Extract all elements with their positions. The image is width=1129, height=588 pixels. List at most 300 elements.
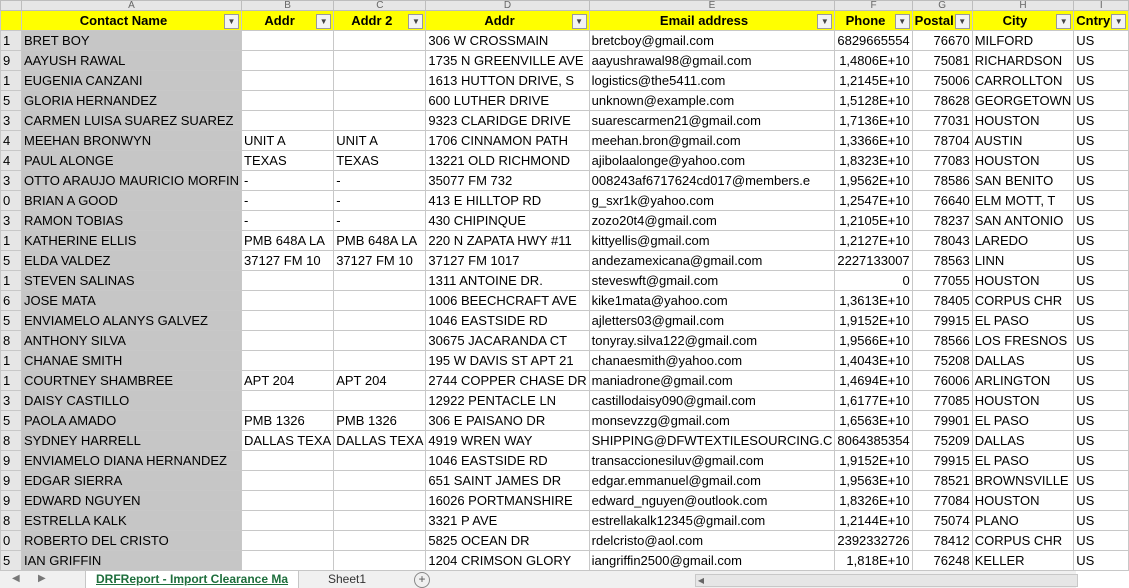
column-letter[interactable]: D	[426, 1, 589, 11]
cell-name[interactable]: BRET BOY	[22, 31, 242, 51]
filter-dropdown-icon[interactable]: ▼	[408, 14, 423, 29]
cell-cntry[interactable]: US	[1074, 231, 1129, 251]
cell-phone[interactable]: 1,2127E+10	[835, 231, 912, 251]
filter-dropdown-icon[interactable]: ▼	[572, 14, 587, 29]
cell-postal[interactable]: 76006	[912, 371, 972, 391]
cell-name[interactable]: EUGENIA CANZANI	[22, 71, 242, 91]
cell-phone[interactable]: 1,8326E+10	[835, 491, 912, 511]
cell-phone[interactable]: 6829665554	[835, 31, 912, 51]
cell-name[interactable]: COURTNEY SHAMBREE	[22, 371, 242, 391]
cell-addr[interactable]: 413 E HILLTOP RD	[426, 191, 589, 211]
column-header[interactable]	[972, 11, 1074, 31]
cell-a2[interactable]	[334, 531, 426, 551]
cell-phone[interactable]: 1,4694E+10	[835, 371, 912, 391]
column-letter[interactable]: E	[589, 1, 835, 11]
cell-addr[interactable]: 30675 JACARANDA CT	[426, 331, 589, 351]
cell-a2[interactable]	[334, 311, 426, 331]
cell-addr[interactable]: 16026 PORTMANSHIRE	[426, 491, 589, 511]
cell-a2[interactable]	[334, 71, 426, 91]
cell-a1[interactable]	[242, 451, 334, 471]
cell-cntry[interactable]: US	[1074, 311, 1129, 331]
row-number[interactable]: 9	[1, 51, 22, 71]
row-number[interactable]: 0	[1, 191, 22, 211]
cell-phone[interactable]: 1,2144E+10	[835, 511, 912, 531]
cell-email[interactable]: aayushrawal98@gmail.com	[589, 51, 835, 71]
cell-a2[interactable]	[334, 31, 426, 51]
cell-a1[interactable]	[242, 291, 334, 311]
cell-a1[interactable]: APT 204	[242, 371, 334, 391]
cell-postal[interactable]: 79915	[912, 451, 972, 471]
cell-city[interactable]: AUSTIN	[972, 131, 1074, 151]
cell-email[interactable]: edgar.emmanuel@gmail.com	[589, 471, 835, 491]
cell-cntry[interactable]: US	[1074, 151, 1129, 171]
cell-addr[interactable]: 600 LUTHER DRIVE	[426, 91, 589, 111]
cell-a2[interactable]	[334, 271, 426, 291]
column-letter[interactable]: C	[334, 1, 426, 11]
cell-cntry[interactable]: US	[1074, 531, 1129, 551]
cell-addr[interactable]: 1046 EASTSIDE RD	[426, 311, 589, 331]
cell-name[interactable]: ESTRELLA KALK	[22, 511, 242, 531]
cell-name[interactable]: IAN GRIFFIN	[22, 551, 242, 571]
row-number[interactable]: 1	[1, 31, 22, 51]
cell-a1[interactable]	[242, 471, 334, 491]
filter-dropdown-icon[interactable]: ▼	[817, 14, 832, 29]
row-number[interactable]: 1	[1, 351, 22, 371]
cell-addr[interactable]: 651 SAINT JAMES DR	[426, 471, 589, 491]
cell-city[interactable]: EL PASO	[972, 451, 1074, 471]
column-letter[interactable]: I	[1074, 1, 1129, 11]
cell-a1[interactable]: DALLAS TEXA	[242, 431, 334, 451]
cell-postal[interactable]: 77084	[912, 491, 972, 511]
cell-a1[interactable]	[242, 271, 334, 291]
filter-dropdown-icon[interactable]: ▼	[1056, 14, 1071, 29]
cell-cntry[interactable]: US	[1074, 251, 1129, 271]
cell-phone[interactable]: 1,9152E+10	[835, 451, 912, 471]
cell-a2[interactable]: TEXAS	[334, 151, 426, 171]
row-number[interactable]: 5	[1, 91, 22, 111]
cell-phone[interactable]: 1,9562E+10	[835, 171, 912, 191]
cell-a1[interactable]	[242, 531, 334, 551]
cell-a1[interactable]	[242, 491, 334, 511]
cell-a1[interactable]: -	[242, 211, 334, 231]
cell-phone[interactable]: 1,6563E+10	[835, 411, 912, 431]
cell-email[interactable]: rdelcristo@aol.com	[589, 531, 835, 551]
row-number[interactable]: 8	[1, 331, 22, 351]
cell-city[interactable]: GEORGETOWN	[972, 91, 1074, 111]
cell-cntry[interactable]: US	[1074, 331, 1129, 351]
cell-postal[interactable]: 78628	[912, 91, 972, 111]
cell-phone[interactable]: 1,3613E+10	[835, 291, 912, 311]
cell-email[interactable]: tonyray.silva122@gmail.com	[589, 331, 835, 351]
cell-cntry[interactable]: US	[1074, 411, 1129, 431]
row-number[interactable]: 1	[1, 271, 22, 291]
cell-cntry[interactable]: US	[1074, 111, 1129, 131]
row-number[interactable]: 8	[1, 431, 22, 451]
filter-dropdown-icon[interactable]: ▼	[1111, 14, 1126, 29]
cell-a1[interactable]: -	[242, 171, 334, 191]
cell-a1[interactable]: TEXAS	[242, 151, 334, 171]
cell-phone[interactable]: 1,2547E+10	[835, 191, 912, 211]
cell-addr[interactable]: 1706 CINNAMON PATH	[426, 131, 589, 151]
cell-a1[interactable]	[242, 391, 334, 411]
cell-phone[interactable]: 2227133007	[835, 251, 912, 271]
cell-cntry[interactable]: US	[1074, 51, 1129, 71]
cell-name[interactable]: EDGAR SIERRA	[22, 471, 242, 491]
cell-postal[interactable]: 75081	[912, 51, 972, 71]
cell-a2[interactable]: UNIT A	[334, 131, 426, 151]
cell-a2[interactable]: DALLAS TEXA	[334, 431, 426, 451]
cell-name[interactable]: BRIAN A GOOD	[22, 191, 242, 211]
cell-postal[interactable]: 76670	[912, 31, 972, 51]
cell-city[interactable]: LAREDO	[972, 231, 1074, 251]
cell-addr[interactable]: 220 N ZAPATA HWY #11	[426, 231, 589, 251]
cell-a1[interactable]: 37127 FM 10	[242, 251, 334, 271]
cell-email[interactable]: andezamexicana@gmail.com	[589, 251, 835, 271]
cell-phone[interactable]: 1,8323E+10	[835, 151, 912, 171]
column-letter[interactable]: G	[912, 1, 972, 11]
cell-email[interactable]: meehan.bron@gmail.com	[589, 131, 835, 151]
cell-addr[interactable]: 2744 COPPER CHASE DR	[426, 371, 589, 391]
cell-a1[interactable]: PMB 648A LA	[242, 231, 334, 251]
cell-phone[interactable]: 1,3366E+10	[835, 131, 912, 151]
row-number[interactable]: 9	[1, 491, 22, 511]
cell-addr[interactable]: 5825 OCEAN DR	[426, 531, 589, 551]
filter-dropdown-icon[interactable]: ▼	[316, 14, 331, 29]
cell-name[interactable]: OTTO ARAUJO MAURICIO MORFIN	[22, 171, 242, 191]
cell-city[interactable]: CORPUS CHR	[972, 291, 1074, 311]
cell-a1[interactable]: UNIT A	[242, 131, 334, 151]
cell-postal[interactable]: 76640	[912, 191, 972, 211]
cell-cntry[interactable]: US	[1074, 171, 1129, 191]
cell-email[interactable]: bretcboy@gmail.com	[589, 31, 835, 51]
cell-a1[interactable]	[242, 511, 334, 531]
tab-scroll-left-icon[interactable]: ◀	[12, 573, 20, 584]
cell-a2[interactable]	[334, 291, 426, 311]
cell-phone[interactable]: 1,2145E+10	[835, 71, 912, 91]
cell-email[interactable]: iangriffin2500@gmail.com	[589, 551, 835, 571]
cell-postal[interactable]: 78043	[912, 231, 972, 251]
filter-dropdown-icon[interactable]: ▼	[895, 14, 910, 29]
cell-cntry[interactable]: US	[1074, 371, 1129, 391]
cell-addr[interactable]: 306 W CROSSMAIN	[426, 31, 589, 51]
row-number[interactable]: 0	[1, 531, 22, 551]
cell-cntry[interactable]: US	[1074, 451, 1129, 471]
cell-cntry[interactable]: US	[1074, 291, 1129, 311]
cell-a1[interactable]: -	[242, 191, 334, 211]
cell-email[interactable]: kittyellis@gmail.com	[589, 231, 835, 251]
cell-cntry[interactable]: US	[1074, 191, 1129, 211]
column-letter[interactable]: B	[242, 1, 334, 11]
row-number[interactable]: 9	[1, 451, 22, 471]
cell-city[interactable]: LINN	[972, 251, 1074, 271]
cell-cntry[interactable]: US	[1074, 71, 1129, 91]
cell-phone[interactable]: 1,7136E+10	[835, 111, 912, 131]
add-sheet-icon[interactable]: +	[414, 572, 430, 588]
cell-a2[interactable]: -	[334, 191, 426, 211]
row-number[interactable]: 4	[1, 151, 22, 171]
cell-postal[interactable]: 78412	[912, 531, 972, 551]
cell-addr[interactable]: 3321 P AVE	[426, 511, 589, 531]
cell-postal[interactable]: 78704	[912, 131, 972, 151]
row-number[interactable]: 8	[1, 511, 22, 531]
cell-postal[interactable]: 75074	[912, 511, 972, 531]
cell-city[interactable]: BROWNSVILLE	[972, 471, 1074, 491]
row-number[interactable]: 3	[1, 391, 22, 411]
cell-addr[interactable]: 1311 ANTOINE DR.	[426, 271, 589, 291]
cell-postal[interactable]: 75208	[912, 351, 972, 371]
column-letter[interactable]: H	[972, 1, 1074, 11]
cell-email[interactable]: ajletters03@gmail.com	[589, 311, 835, 331]
cell-a2[interactable]: PMB 1326	[334, 411, 426, 431]
cell-addr[interactable]: 1204 CRIMSON GLORY	[426, 551, 589, 571]
cell-addr[interactable]: 12922 PENTACLE LN	[426, 391, 589, 411]
cell-city[interactable]: CARROLLTON	[972, 71, 1074, 91]
cell-city[interactable]: SAN BENITO	[972, 171, 1074, 191]
cell-a1[interactable]	[242, 91, 334, 111]
cell-city[interactable]: EL PASO	[972, 311, 1074, 331]
cell-email[interactable]: edward_nguyen@outlook.com	[589, 491, 835, 511]
cell-a2[interactable]	[334, 351, 426, 371]
row-number[interactable]: 1	[1, 71, 22, 91]
cell-a2[interactable]: PMB 648A LA	[334, 231, 426, 251]
cell-a1[interactable]	[242, 31, 334, 51]
cell-email[interactable]: transaccionesiluv@gmail.com	[589, 451, 835, 471]
row-number[interactable]: 3	[1, 111, 22, 131]
cell-addr[interactable]: 1046 EASTSIDE RD	[426, 451, 589, 471]
cell-email[interactable]: suarescarmen21@gmail.com	[589, 111, 835, 131]
cell-name[interactable]: GLORIA HERNANDEZ	[22, 91, 242, 111]
cell-postal[interactable]: 78405	[912, 291, 972, 311]
cell-name[interactable]: ANTHONY SILVA	[22, 331, 242, 351]
column-header[interactable]	[1074, 11, 1129, 31]
cell-name[interactable]: MEEHAN BRONWYN	[22, 131, 242, 151]
cell-cntry[interactable]: US	[1074, 491, 1129, 511]
cell-name[interactable]: CARMEN LUISA SUAREZ SUAREZ	[22, 111, 242, 131]
cell-a2[interactable]	[334, 391, 426, 411]
row-number[interactable]: 5	[1, 551, 22, 571]
cell-name[interactable]: KATHERINE ELLIS	[22, 231, 242, 251]
cell-name[interactable]: ENVIAMELO ALANYS GALVEZ	[22, 311, 242, 331]
cell-a1[interactable]	[242, 71, 334, 91]
cell-phone[interactable]: 1,9152E+10	[835, 311, 912, 331]
cell-addr[interactable]: 195 W DAVIS ST APT 21	[426, 351, 589, 371]
cell-addr[interactable]: 4919 WREN WAY	[426, 431, 589, 451]
cell-cntry[interactable]: US	[1074, 31, 1129, 51]
cell-city[interactable]: SAN ANTONIO	[972, 211, 1074, 231]
cell-email[interactable]: kike1mata@yahoo.com	[589, 291, 835, 311]
cell-city[interactable]: HOUSTON	[972, 491, 1074, 511]
cell-city[interactable]: RICHARDSON	[972, 51, 1074, 71]
cell-addr[interactable]: 430 CHIPINQUE	[426, 211, 589, 231]
cell-name[interactable]: ENVIAMELO DIANA HERNANDEZ	[22, 451, 242, 471]
cell-a1[interactable]	[242, 331, 334, 351]
cell-email[interactable]: ajibolaalonge@yahoo.com	[589, 151, 835, 171]
cell-cntry[interactable]: US	[1074, 471, 1129, 491]
column-header[interactable]	[912, 11, 972, 31]
cell-email[interactable]: chanaesmith@yahoo.com	[589, 351, 835, 371]
tab-scroll-right-icon[interactable]: ▶	[38, 573, 46, 584]
cell-name[interactable]: ELDA VALDEZ	[22, 251, 242, 271]
cell-a2[interactable]	[334, 551, 426, 571]
cell-name[interactable]: ROBERTO DEL CRISTO	[22, 531, 242, 551]
row-number[interactable]: 5	[1, 411, 22, 431]
column-header[interactable]	[334, 11, 426, 31]
cell-postal[interactable]: 78586	[912, 171, 972, 191]
cell-postal[interactable]: 77055	[912, 271, 972, 291]
cell-city[interactable]: DALLAS	[972, 351, 1074, 371]
row-number[interactable]: 4	[1, 131, 22, 151]
cell-postal[interactable]: 78237	[912, 211, 972, 231]
cell-name[interactable]: CHANAE SMITH	[22, 351, 242, 371]
cell-city[interactable]: ELM MOTT, T	[972, 191, 1074, 211]
column-header[interactable]	[589, 11, 835, 31]
cell-email[interactable]: unknown@example.com	[589, 91, 835, 111]
column-header[interactable]	[242, 11, 334, 31]
horizontal-scrollbar[interactable]	[695, 574, 1078, 587]
cell-cntry[interactable]: US	[1074, 511, 1129, 531]
cell-phone[interactable]: 1,818E+10	[835, 551, 912, 571]
cell-cntry[interactable]: US	[1074, 91, 1129, 111]
cell-cntry[interactable]: US	[1074, 551, 1129, 571]
cell-email[interactable]: zozo20t4@gmail.com	[589, 211, 835, 231]
cell-a1[interactable]	[242, 51, 334, 71]
cell-a2[interactable]	[334, 331, 426, 351]
filter-dropdown-icon[interactable]: ▼	[224, 14, 239, 29]
cell-phone[interactable]: 1,4806E+10	[835, 51, 912, 71]
cell-a2[interactable]	[334, 51, 426, 71]
cell-addr[interactable]: 37127 FM 1017	[426, 251, 589, 271]
cell-phone[interactable]: 1,9563E+10	[835, 471, 912, 491]
scroll-left-arrow-icon[interactable]: ◀	[697, 576, 705, 585]
cell-email[interactable]: castillodaisy090@gmail.com	[589, 391, 835, 411]
cell-a2[interactable]	[334, 471, 426, 491]
cell-city[interactable]: HOUSTON	[972, 111, 1074, 131]
column-letter[interactable]: A	[22, 1, 242, 11]
cell-addr[interactable]: 1735 N GREENVILLE AVE	[426, 51, 589, 71]
cell-addr[interactable]: 9323 CLARIDGE DRIVE	[426, 111, 589, 131]
cell-a1[interactable]	[242, 551, 334, 571]
cell-a1[interactable]	[242, 311, 334, 331]
cell-phone[interactable]: 1,6177E+10	[835, 391, 912, 411]
cell-city[interactable]: EL PASO	[972, 411, 1074, 431]
cell-a2[interactable]	[334, 491, 426, 511]
row-number[interactable]: 3	[1, 171, 22, 191]
cell-a2[interactable]: APT 204	[334, 371, 426, 391]
cell-a1[interactable]: PMB 1326	[242, 411, 334, 431]
cell-cntry[interactable]: US	[1074, 271, 1129, 291]
column-letter[interactable]: F	[835, 1, 912, 11]
cell-email[interactable]: maniadrone@gmail.com	[589, 371, 835, 391]
cell-postal[interactable]: 76248	[912, 551, 972, 571]
cell-city[interactable]: MILFORD	[972, 31, 1074, 51]
cell-phone[interactable]: 2392332726	[835, 531, 912, 551]
cell-phone[interactable]: 1,9566E+10	[835, 331, 912, 351]
cell-email[interactable]: g_sxr1k@yahoo.com	[589, 191, 835, 211]
cell-addr[interactable]: 1006 BEECHCRAFT AVE	[426, 291, 589, 311]
cell-a1[interactable]	[242, 111, 334, 131]
cell-name[interactable]: PAUL ALONGE	[22, 151, 242, 171]
cell-phone[interactable]: 1,5128E+10	[835, 91, 912, 111]
cell-cntry[interactable]: US	[1074, 431, 1129, 451]
cell-phone[interactable]: 1,4043E+10	[835, 351, 912, 371]
tab-drfreport[interactable]: DRFReport - Import Clearance Ma	[85, 571, 299, 588]
column-header[interactable]	[426, 11, 589, 31]
cell-addr[interactable]: 306 E PAISANO DR	[426, 411, 589, 431]
select-all-corner[interactable]	[1, 1, 22, 11]
cell-postal[interactable]: 77031	[912, 111, 972, 131]
cell-addr[interactable]: 13221 OLD RICHMOND	[426, 151, 589, 171]
cell-a2[interactable]	[334, 91, 426, 111]
cell-city[interactable]: LOS FRESNOS	[972, 331, 1074, 351]
cell-city[interactable]: CORPUS CHR	[972, 531, 1074, 551]
cell-email[interactable]: 008243af6717624cd017@members.e	[589, 171, 835, 191]
cell-name[interactable]: STEVEN SALINAS	[22, 271, 242, 291]
cell-phone[interactable]: 8064385354	[835, 431, 912, 451]
row-number[interactable]: 9	[1, 471, 22, 491]
cell-phone[interactable]: 1,2105E+10	[835, 211, 912, 231]
cell-email[interactable]: logistics@the5411.com	[589, 71, 835, 91]
cell-cntry[interactable]: US	[1074, 131, 1129, 151]
cell-name[interactable]: SYDNEY HARRELL	[22, 431, 242, 451]
cell-a2[interactable]	[334, 511, 426, 531]
cell-postal[interactable]: 75006	[912, 71, 972, 91]
row-number[interactable]: 1	[1, 231, 22, 251]
cell-name[interactable]: EDWARD NGUYEN	[22, 491, 242, 511]
row-number[interactable]: 5	[1, 311, 22, 331]
cell-postal[interactable]: 78566	[912, 331, 972, 351]
row-number[interactable]: 3	[1, 211, 22, 231]
cell-a2[interactable]	[334, 111, 426, 131]
row-number[interactable]: 5	[1, 251, 22, 271]
cell-city[interactable]: HOUSTON	[972, 151, 1074, 171]
cell-addr[interactable]: 35077 FM 732	[426, 171, 589, 191]
cell-name[interactable]: AAYUSH RAWAL	[22, 51, 242, 71]
cell-addr[interactable]: 1613 HUTTON DRIVE, S	[426, 71, 589, 91]
cell-city[interactable]: DALLAS	[972, 431, 1074, 451]
cell-cntry[interactable]: US	[1074, 211, 1129, 231]
tab-sheet1[interactable]: Sheet1	[328, 572, 367, 586]
cell-email[interactable]: SHIPPING@DFWTEXTILESOURCING.C	[589, 431, 835, 451]
cell-city[interactable]: ARLINGTON	[972, 371, 1074, 391]
cell-city[interactable]: HOUSTON	[972, 391, 1074, 411]
cell-cntry[interactable]: US	[1074, 391, 1129, 411]
cell-city[interactable]: HOUSTON	[972, 271, 1074, 291]
cell-name[interactable]: JOSE MATA	[22, 291, 242, 311]
cell-a1[interactable]	[242, 351, 334, 371]
cell-a2[interactable]: -	[334, 211, 426, 231]
cell-email[interactable]: steveswft@gmail.com	[589, 271, 835, 291]
filter-dropdown-icon[interactable]: ▼	[955, 14, 970, 29]
cell-name[interactable]: PAOLA AMADO	[22, 411, 242, 431]
row-number-header[interactable]	[1, 11, 22, 31]
cell-email[interactable]: estrellakalk12345@gmail.com	[589, 511, 835, 531]
row-number[interactable]: 1	[1, 371, 22, 391]
cell-postal[interactable]: 75209	[912, 431, 972, 451]
cell-postal[interactable]: 77083	[912, 151, 972, 171]
cell-name[interactable]: RAMON TOBIAS	[22, 211, 242, 231]
cell-a2[interactable]: 37127 FM 10	[334, 251, 426, 271]
column-header[interactable]	[835, 11, 912, 31]
cell-cntry[interactable]: US	[1074, 351, 1129, 371]
cell-city[interactable]: PLANO	[972, 511, 1074, 531]
column-header[interactable]	[22, 11, 242, 31]
cell-postal[interactable]: 79901	[912, 411, 972, 431]
row-number[interactable]: 6	[1, 291, 22, 311]
cell-name[interactable]: DAISY CASTILLO	[22, 391, 242, 411]
cell-a2[interactable]	[334, 451, 426, 471]
cell-postal[interactable]: 78521	[912, 471, 972, 491]
cell-a2[interactable]: -	[334, 171, 426, 191]
